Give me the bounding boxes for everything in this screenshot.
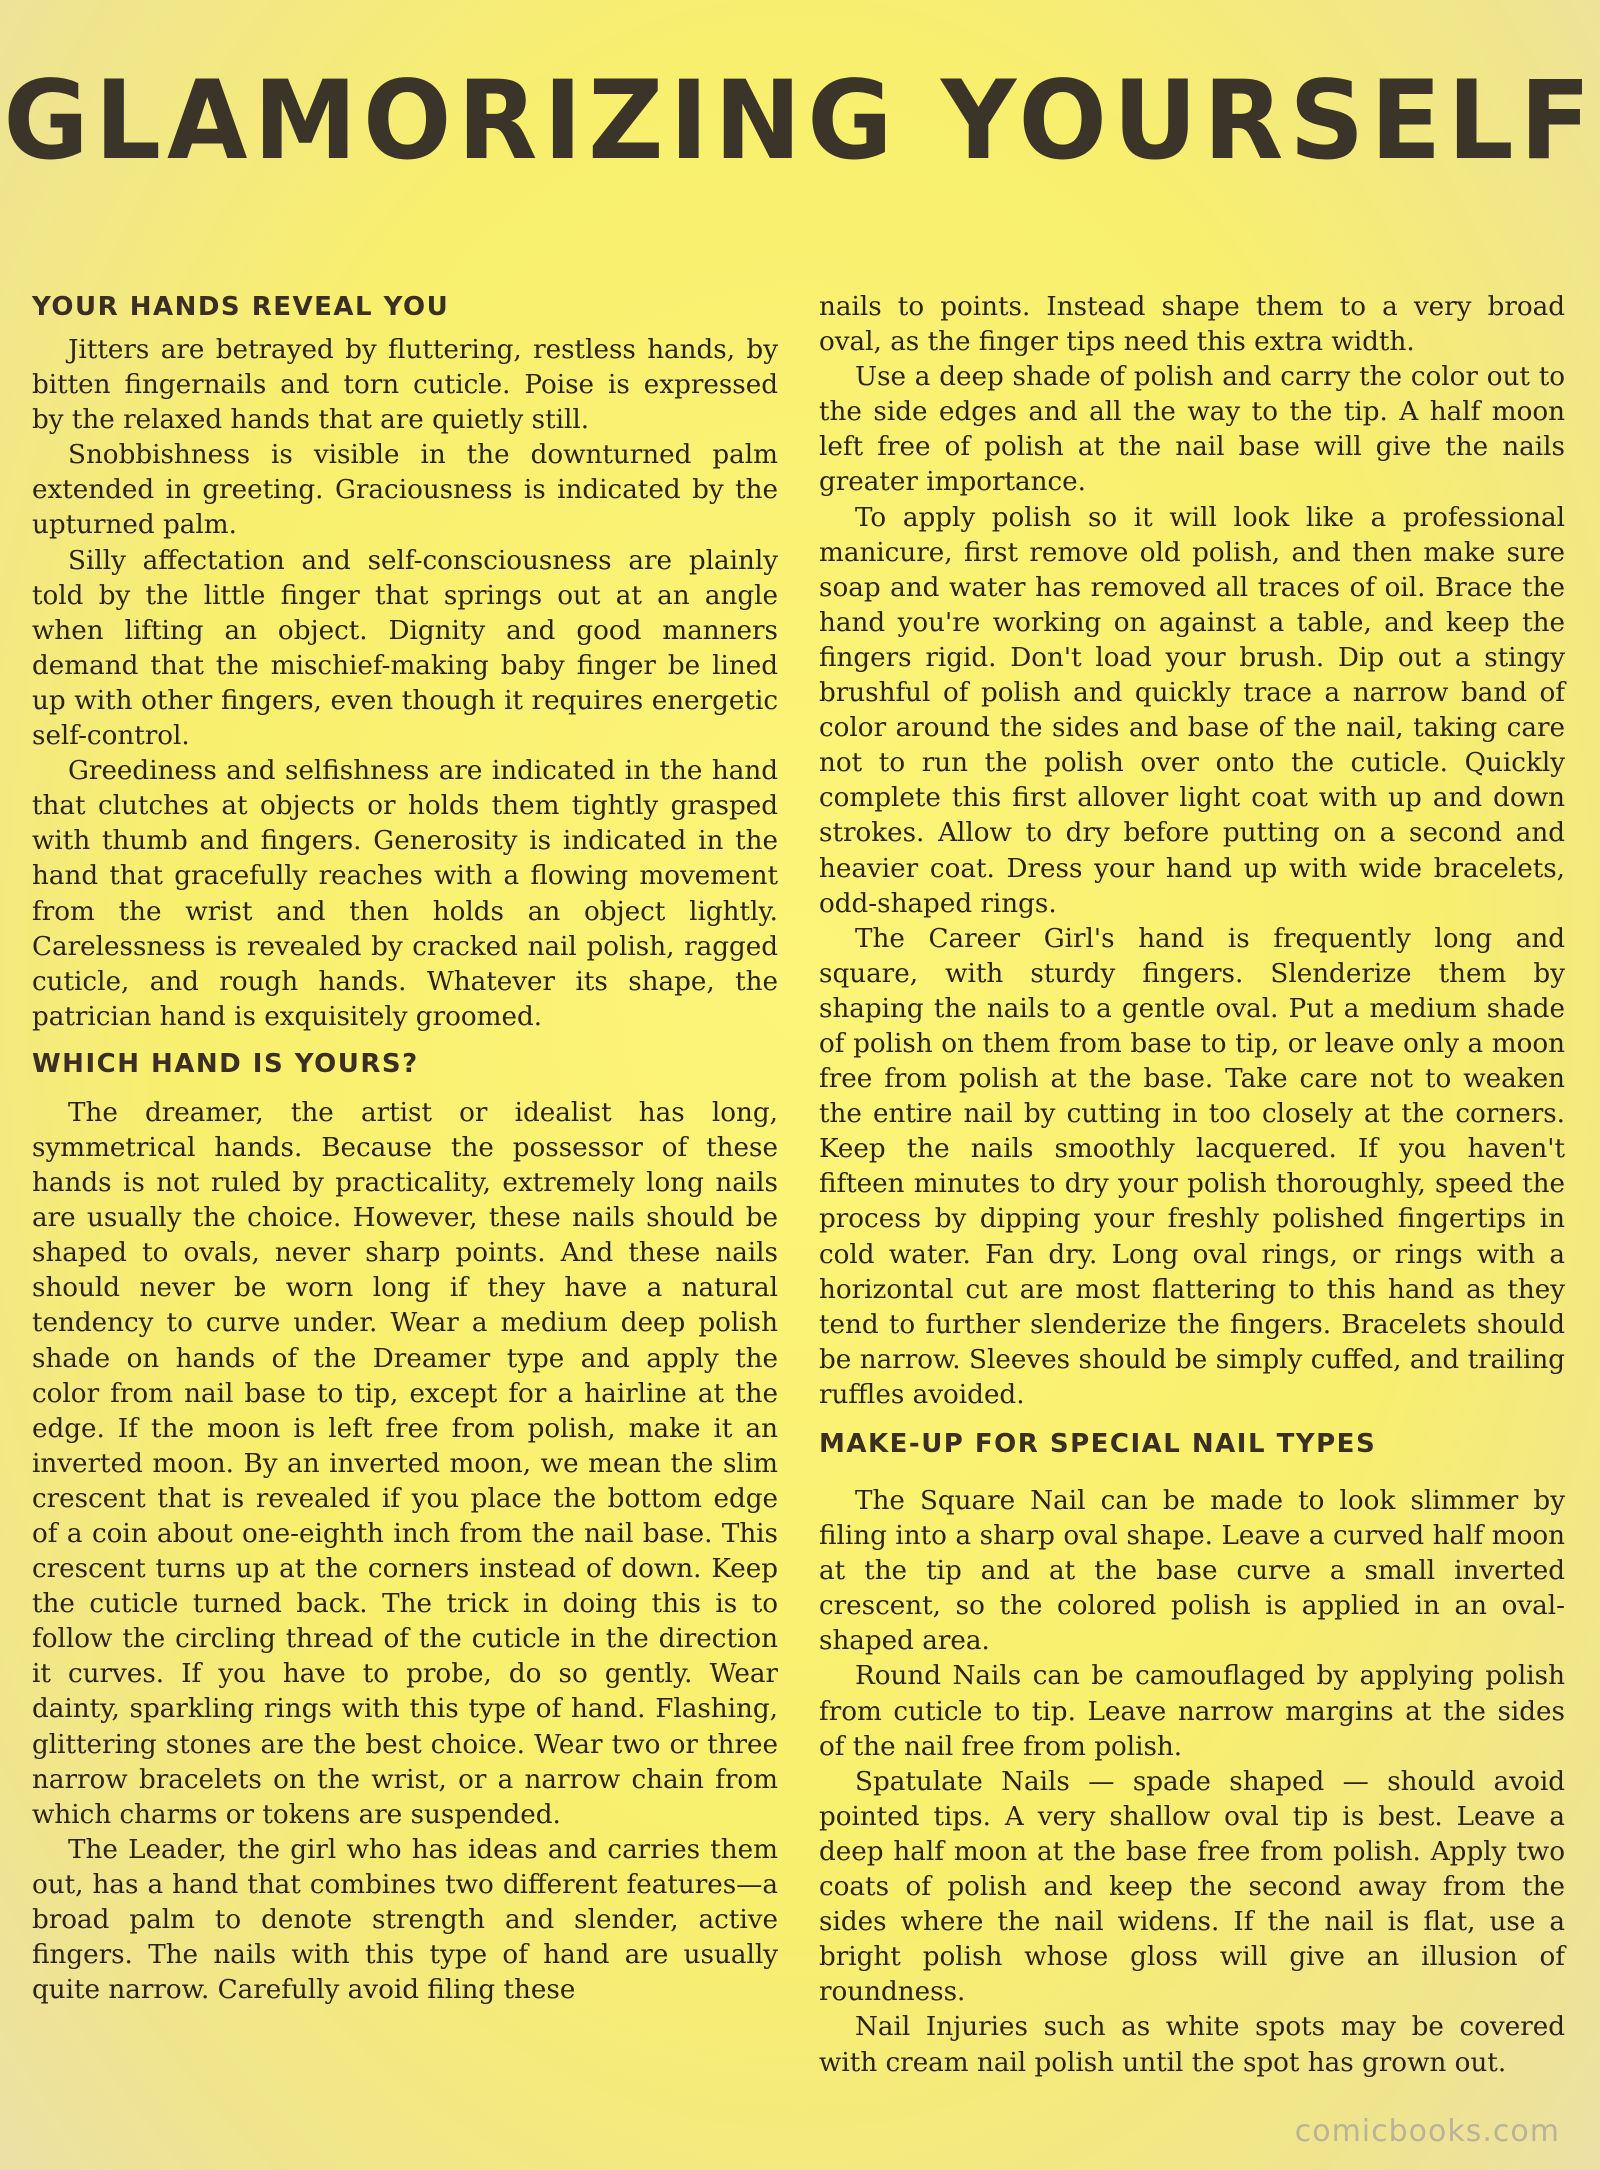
paragraph-continuation: nails to points. Instead shape them to a very broad oval, as the finger tips need this extra width. (819, 292, 1565, 358)
paragraph: The Career Girl's hand is frequently long and square, with sturdy fingers. Slenderize them by shaping the nails to a gentle oval. Put a medium shade of polish on them from base to tip, or leave only a moon free from polish at the base. Take care not to weaken the entire nail by cutting in too closely at the corners. Keep the nails smoothly lacquered. If you haven't fifteen minutes to dry your polish thoroughly, speed the process by dipping your freshly polished fingertips in cold water. Fan dry. Long oval rings, or rings with a horizontal cut are most flattering to this hand as they tend to further slenderize the fingers. Bracelets should be narrow. Sleeves should be simply cuffed, and trailing ruffles avoided. (819, 923, 1565, 1410)
paragraph: Snobbishness is visible in the downturned palm extended in greeting. Graciousness is indicated by the upturned palm. (32, 440, 778, 541)
paragraph: To apply polish so it will look like a professional manicure, first remove old polish, and then make sure soap and water has removed all traces of oil. Brace the hand you're working on against a table, and keep the fingers rigid. Don't load your brush. Dip out a stingy brushful of polish and quickly trace a narrow band of color around the sides and base of the nail, taking care not to run the polish over onto the cuticle. Quickly complete this first allover light coat with up and down strokes. Allow to dry before putting on a second and heavier coat. Dress your hand up with wide bracelets, odd-shaped rings. (819, 502, 1565, 919)
section-heading-which-hand: WHICH HAND IS YOURS? (32, 1048, 419, 1079)
section-heading-hands-reveal: YOUR HANDS REVEAL YOU (32, 292, 450, 322)
paragraph: Greediness and selfishness are indicated in the hand that clutches at objects or holds them tightly grasped with thumb and fingers. Generosity is indicated in the hand that gracefully reaches with a flowing movement from the wrist and then holds an object lightly. Carelessness is revealed by cracked nail polish, ragged cuticle, and rough hands. Whatever its shape, the patrician hand is exquisitely groomed. (32, 756, 778, 1032)
paragraph: The dreamer, the artist or idealist has long, symmetrical hands. Because the possessor of these hands is not ruled by practicality, extremely long nails are usually the choice. However, these nails should be shaped to ovals, never sharp points. And these nails should never be worn long if they have a natural tendency to curve under. Wear a medium deep polish shade on hands of the Dreamer type and apply the color from nail base to tip, except for a hairline at the edge. If the moon is left free from polish, make it an inverted moon. By an inverted moon, we mean the slim crescent that is revealed if you place the bottom edge of a coin about one-eighth inch from the nail base. This crescent turns up at the corners instead of down. Keep the cuticle turned back. The trick in doing this is to follow the circling thread of the cuticle in the direction it curves. If you have to probe, do so gently. Wear dainty, sparkling rings with this type of hand. Flashing, glittering stones are the best choice. Wear two or three narrow bracelets on the wrist, or a narrow chain from which charms or tokens are suspended. (32, 1097, 778, 1830)
paragraph: Nail Injuries such as white spots may be covered with cream nail polish until the spot has grown out. (819, 2012, 1565, 2078)
paragraph: Use a deep shade of polish and carry the color out to the side edges and all the way to the tip. A half moon left free of polish at the nail base will give the nails greater importance. (819, 362, 1565, 498)
watermark: comicbooks.com (1294, 2114, 1560, 2149)
paragraph: The Leader, the girl who has ideas and carries them out, has a hand that combines two different features—a broad palm to denote strength and slender, active fingers. The nails with this type of hand are usually quite narrow. Carefully avoid filing these (32, 1834, 778, 2006)
paragraph: Round Nails can be camouflaged by applying polish from cuticle to tip. Leave narrow margins at the sides of the nail free from polish. (819, 1661, 1565, 1762)
right-column (819, 290, 1565, 2081)
paragraph: Spatulate Nails — spade shaped — should avoid pointed tips. A very shallow oval tip is best. Leave a deep half moon at the base free from polish. Apply two coats of polish and keep the second away from the sides where the nail widens. If the nail is flat, use a bright polish whose gloss will give an illusion of roundness. (819, 1766, 1565, 2008)
page-title: GLAMORIZING YOURSELF (3, 55, 1597, 185)
paragraph: Jitters are betrayed by fluttering, restless hands, by bitten fingernails and torn cuticle. Poise is expressed by the relaxed hands that are quietly still. (32, 335, 778, 436)
paragraph: The Square Nail can be made to look slimmer by filing into a sharp oval shape. Leave a curved half moon at the tip and at the base curve a small inverted crescent, so the colored polish is applied in an oval-shaped area. (819, 1486, 1565, 1657)
section-heading-make-up: MAKE-UP FOR SPECIAL NAIL TYPES (819, 1429, 1377, 1459)
left-column (32, 290, 778, 2008)
paragraph: Silly affectation and self-consciousness are plainly told by the little finger that springs out at an angle when lifting an object. Dignity and good manners demand that the mischief-making baby finger be lined up with other fingers, even though it requires energetic self-control. (32, 545, 778, 752)
